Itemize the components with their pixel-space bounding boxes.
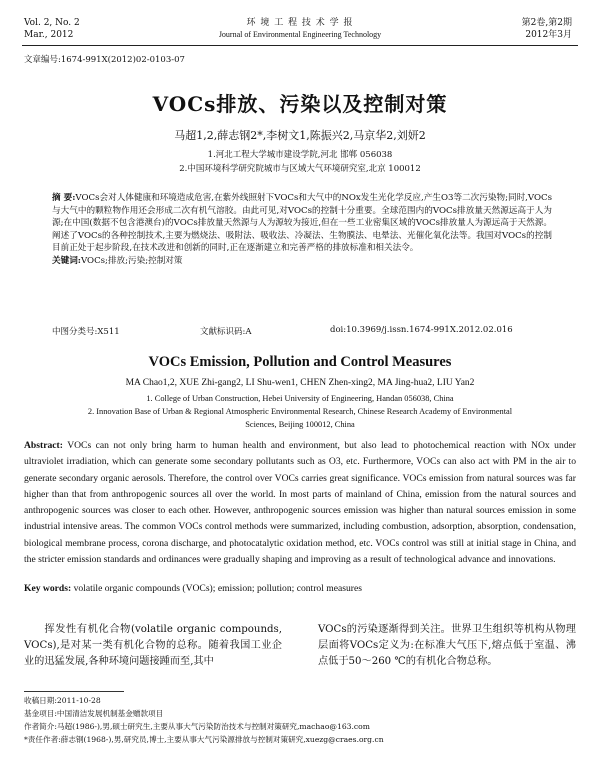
keywords-en-text: volatile organic compounds (VOCs); emission; pollution; control measures	[73, 583, 362, 594]
footnote-corresponding: *责任作者:薛志钢(1968-),男,研究员,博士,主要从事大气污染源排放与控制对策研究,xuezg@craes.org.cn	[24, 735, 384, 744]
journal-name: 环 境 工 程 技 术 学 报 Journal of Environmental Engineering Technology	[218, 18, 382, 39]
journal-volume-issue: Vol. 2, No. 2 Mar., 2012	[24, 18, 80, 40]
keywords-cn-label: 关键词:	[52, 255, 81, 266]
footnote-funding: 基金项目:中国清洁发展机制基金赠款项目	[24, 709, 164, 718]
footnote-received: 收稿日期:2011-10-28	[24, 696, 101, 705]
doi: doi:10.3969/j.issn.1674-991X.2012.02.016	[330, 325, 513, 335]
abstract-en-label: Abstract:	[24, 440, 63, 451]
affiliation-cn-1: 1.河北工程大学城市建设学院,河北 邯郸 056038	[207, 150, 393, 160]
title-en: VOCs Emission, Pollution and Control Measures	[148, 354, 452, 370]
affiliation-cn-2: 2.中国环境科学研究院城市与区域大气环境研究室,北京 100012	[179, 164, 421, 174]
abstract-en	[24, 438, 576, 568]
abstract-cn-label: 摘 要:	[52, 193, 76, 203]
affiliation-en-2: 2. Innovation Base of Urban & Regional Atmospheric Environmental Research, Chinese Research Academy of Environmental	[87, 407, 513, 416]
article-number: 文章编号:1674-991X(2012)02-0103-07	[24, 55, 185, 65]
abstract-cn-text: VOCs会对人体健康和环境造成危害,在紫外线照射下VOCs和大气中的NOx发生光化学反应,产生O3等二次污染物;同时,VOCs与大气中的颗粒物作用还会形成二次有机气溶胶。由此可见,对VOCs的控制十分重要。全球范围内的VOCs排放量天然源远高于人为源;在中国(数据不包含港澳台)的VOCs排放量天然源与人为源较为接近,但在一些工业密集区域的VOCs排放量人为源远高于天然源。阐述了VOCs的各种控制技术,主要为燃烧法、吸附法、吸收法、冷凝法、生物膜法、电晕法、光催化氧化法等。我国对VOCs的控制目前正处于起步阶段,在技术改进和创新的同时,正在逐渐建立和完善严格的排放标准和相关法令。	[52, 193, 553, 253]
authors-cn: 马超1,2,薛志钢2*,李树文1,陈振兴2,马京华2,刘妍2	[174, 129, 426, 142]
keywords-cn	[52, 255, 552, 268]
footnote-rule	[24, 691, 124, 692]
journal-volume-issue-cn: 第2卷,第2期 2012年3月	[521, 18, 572, 40]
header-rule	[22, 45, 578, 46]
affiliation-en-3: Sciences, Beijing 100012, China	[245, 420, 355, 429]
abstract-cn	[52, 192, 552, 267]
keywords-cn-text: VOCs;排放;污染;控制对策	[80, 255, 183, 266]
footnote-author: 作者简介:马超(1986-),男,硕士研究生,主要从事大气污染防治技术与控制对策研究,machao@163.com	[24, 722, 370, 731]
body-column-left: 挥发性有机化合物(volatile organic compounds, VOCs),是对某一类有机化合物的总称。随着我国工业企业的迅猛发展,各种环境问题接踵而至,其中	[24, 624, 282, 667]
abstract-en-text: VOCs can not only bring harm to human health and environment, but also lead to photochemical reaction with NOx under ultraviolet irradiation, which can generate some secondary pollutants such as O3, etc. Furthermore, VOCs can also act with PM in the air to generate secondary organic aerosols. Therefore, the control over VOCs carries great significance. VOCs emission from natural sources was far higher than that from anthropogenic sources all over the world. In most parts of mainland of China, emission from the natural sources and anthropogenic sources was closer to each other. However, anthropogenic sources emission was higher than natural sources emission in some industrial intensive areas. The common VOCs control methods were summarized, including combustion, adsorption, absorption, condensation, biological membrane process, corona discharge, and photocatalytic oxidation method, etc. VOCs control was still at initial stage in China, and the stricter emission standards and ordinances were gradually shaping and improving as a result of technological advance and innovations.	[24, 440, 577, 566]
authors-en: MA Chao1,2, XUE Zhi-gang2, LI Shu-wen1, CHEN Zhen-xing2, MA Jing-hua2, LIU Yan2	[125, 378, 475, 388]
body-column-right: VOCs的污染逐渐得到关注。世界卫生组织等机构从物理层面将VOCs定义为:在标准大气压下,熔点低于室温、沸点低于50～260 ℃的有机化合物总称。	[318, 624, 576, 667]
document-code: 文献标识码:A	[200, 327, 252, 337]
affiliation-en-1: 1. College of Urban Construction, Hebei University of Engineering, Handan 056038, China	[146, 394, 454, 403]
clc-number: 中图分类号:X511	[52, 327, 120, 337]
keywords-en	[24, 583, 576, 594]
title-cn: VOCs排放、污染以及控制对策	[152, 92, 448, 116]
keywords-en-label: Key words:	[24, 583, 72, 594]
